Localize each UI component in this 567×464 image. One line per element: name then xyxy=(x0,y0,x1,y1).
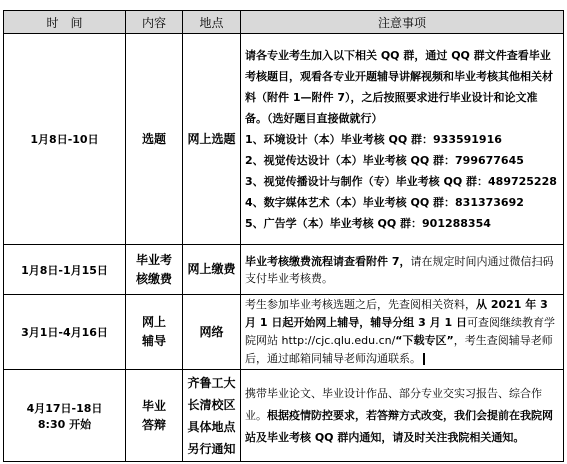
row2-content-line1: 毕业考 xyxy=(135,252,172,267)
qq-group-1: 1、环境设计（本）毕业考核 QQ 群：933591916 xyxy=(245,132,502,146)
row2-date: 1月8日-1月15日 xyxy=(4,245,126,295)
row2-content-line2: 核缴费 xyxy=(135,271,172,286)
qq-group-2: 2、视觉传达设计（本）毕业考核 QQ 群：799677645 xyxy=(245,153,524,167)
row4-place-line4: 另行通知 xyxy=(187,441,236,456)
row1-place: 网上选题 xyxy=(183,34,241,245)
row4-notes-b: 根据疫情防控要求，若答辩方式改变，我们会提前在我院网站及毕业考核 QQ 群内通知，请及时关注我院相关通知。 xyxy=(245,408,553,444)
header-row xyxy=(4,11,564,34)
table-row xyxy=(4,245,564,295)
row3-content xyxy=(126,295,183,370)
header-place: 地点 xyxy=(183,11,241,34)
row3-notes-d: “下载专区” xyxy=(395,334,454,347)
row3-notes-e: ，考生查阅辅导老师后，通过邮箱同辅导老师沟通联系。 xyxy=(245,334,553,365)
row4-place-line3: 具体地点 xyxy=(187,419,236,434)
row1-date: 1月8日-10日 xyxy=(4,34,126,245)
qq-group-5: 5、广告学（本）毕业考核 QQ 群：901288354 xyxy=(245,216,491,230)
table-row xyxy=(4,295,564,370)
row2-notes-rest: 请在规定时间内通过微信扫码支付毕业考核费。 xyxy=(245,254,554,285)
row4-place-line1: 齐鲁工大 xyxy=(187,375,236,390)
row4-notes-a: 携带毕业论文、毕业设计作品、部分专业交实习报告、综合作业。 xyxy=(245,386,542,422)
row3-content-line1: 网上 xyxy=(141,315,166,329)
header-notes: 注意事项 xyxy=(241,11,564,34)
row3-notes xyxy=(241,295,564,370)
row1-content: 选题 xyxy=(126,34,183,245)
row2-notes-bold: 毕业考核缴费流程请查看附件 7， xyxy=(245,254,411,268)
row4-date-line2: 8:30 开始 xyxy=(37,417,92,431)
row3-date: 3月1日-4月16日 xyxy=(4,295,126,370)
header-time: 时 间 xyxy=(4,11,126,34)
row2-notes xyxy=(241,245,564,295)
schedule-table xyxy=(3,10,564,462)
row4-date xyxy=(4,370,126,462)
table-row xyxy=(4,370,564,462)
text-cursor xyxy=(423,353,425,365)
qq-group-4: 4、数字媒体艺术（本）毕业考核 QQ 群：831373692 xyxy=(245,195,524,209)
row4-content-line1: 毕业 xyxy=(141,398,166,413)
qq-group-3: 3、视觉传播设计与制作（专）毕业考核 QQ 群：489725228 xyxy=(245,174,557,188)
row4-date-line1: 4月17日-18日 xyxy=(26,401,103,415)
row3-notes-c: 可查阅继续教育学院网站 http://cjc.qlu.edu.cn/ xyxy=(245,316,555,347)
row3-content-line2: 辅导 xyxy=(141,334,166,348)
row4-content-line2: 答辩 xyxy=(141,417,166,432)
row1-notes xyxy=(241,34,564,245)
row4-notes xyxy=(241,370,564,462)
row4-place-line2: 长清校区 xyxy=(187,397,236,412)
row4-place xyxy=(183,370,241,462)
row4-content xyxy=(126,370,183,462)
row2-content xyxy=(126,245,183,295)
header-content: 内容 xyxy=(126,11,183,34)
table-row xyxy=(4,34,564,245)
row2-place: 网上缴费 xyxy=(183,245,241,295)
row3-place: 网络 xyxy=(183,295,241,370)
row3-notes-a: 考生参加毕业考核选题之后，先查阅相关资料， xyxy=(245,298,476,311)
row3-notes-b: 从 2021 年 3 月 1 日起开始网上辅导，辅导分组 3 月 1 日 xyxy=(245,298,548,329)
row1-notes-intro: 请各专业考生加入以下相关 QQ 群，通过 QQ 群文件查看毕业考核题目，观看各专业开题辅导讲解视频和毕业考核其他相关材料（附件 1—附件 7），之后按照要求进行毕业设计和论文准备。（选好题目直接做就行） xyxy=(245,48,553,125)
